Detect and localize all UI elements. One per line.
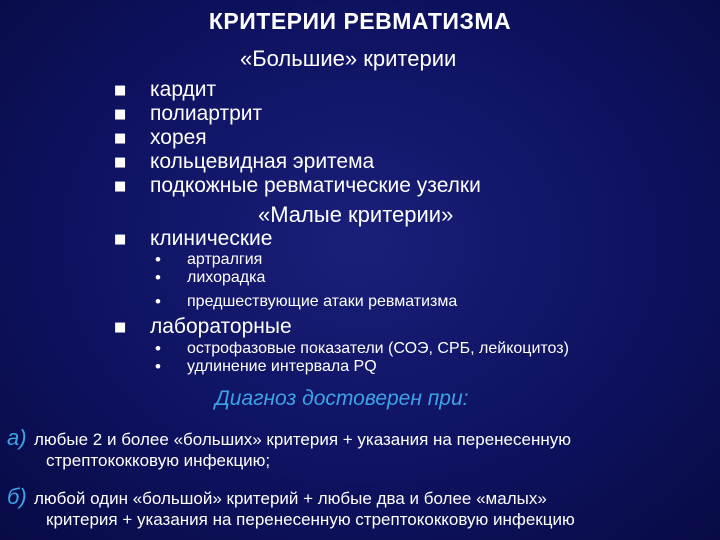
- list-item: острофазовые показатели (СОЭ, СРБ, лейкоцитоз): [187, 340, 569, 357]
- dot-bullet-icon: •: [155, 357, 161, 376]
- dot-bullet-icon: •: [155, 339, 161, 358]
- list-item: артралгия: [187, 251, 263, 268]
- list-item: подкожные ревматические узелки: [150, 174, 481, 197]
- list-item: предшествующие атаки ревматизма: [187, 293, 458, 310]
- condition-text-line: любой один «большой» критерий + любые два и более «малых»: [34, 489, 547, 508]
- laboratory-heading: лабораторные: [150, 315, 292, 338]
- square-bullet-icon: ■: [114, 320, 127, 335]
- square-bullet-icon: ■: [114, 131, 127, 146]
- list-item: кольцевидная эритема: [150, 150, 375, 173]
- diagnosis-heading: Диагноз достоверен при:: [215, 387, 469, 410]
- square-bullet-icon: ■: [114, 155, 127, 170]
- square-bullet-icon: ■: [114, 179, 127, 194]
- square-bullet-icon: ■: [114, 83, 127, 98]
- condition-text-line: критерия + указания на перенесенную стрептококковую инфекцию: [46, 510, 575, 529]
- condition-letter: а): [7, 425, 27, 450]
- major-criteria-heading: «Большие» критерии: [240, 46, 457, 71]
- square-bullet-icon: ■: [114, 232, 127, 247]
- dot-bullet-icon: •: [155, 268, 161, 287]
- square-bullet-icon: ■: [114, 107, 127, 122]
- list-item: лихорадка: [187, 269, 266, 286]
- condition-text-line: стрептококковую инфекцию;: [46, 451, 271, 470]
- clinical-heading: клинические: [150, 227, 273, 250]
- dot-bullet-icon: •: [155, 292, 161, 311]
- list-item: кардит: [150, 78, 217, 101]
- list-item: удлинение интервала PQ: [187, 358, 377, 375]
- condition-text-line: любые 2 и более «больших» критерия + указания на перенесенную: [34, 430, 571, 449]
- list-item: хорея: [150, 126, 207, 149]
- minor-criteria-heading: «Малые критерии»: [258, 202, 454, 227]
- dot-bullet-icon: •: [155, 250, 161, 269]
- condition-letter: б): [7, 484, 27, 509]
- list-item: полиартрит: [150, 102, 263, 125]
- page-title: КРИТЕРИИ РЕВМАТИЗМА: [208, 8, 512, 34]
